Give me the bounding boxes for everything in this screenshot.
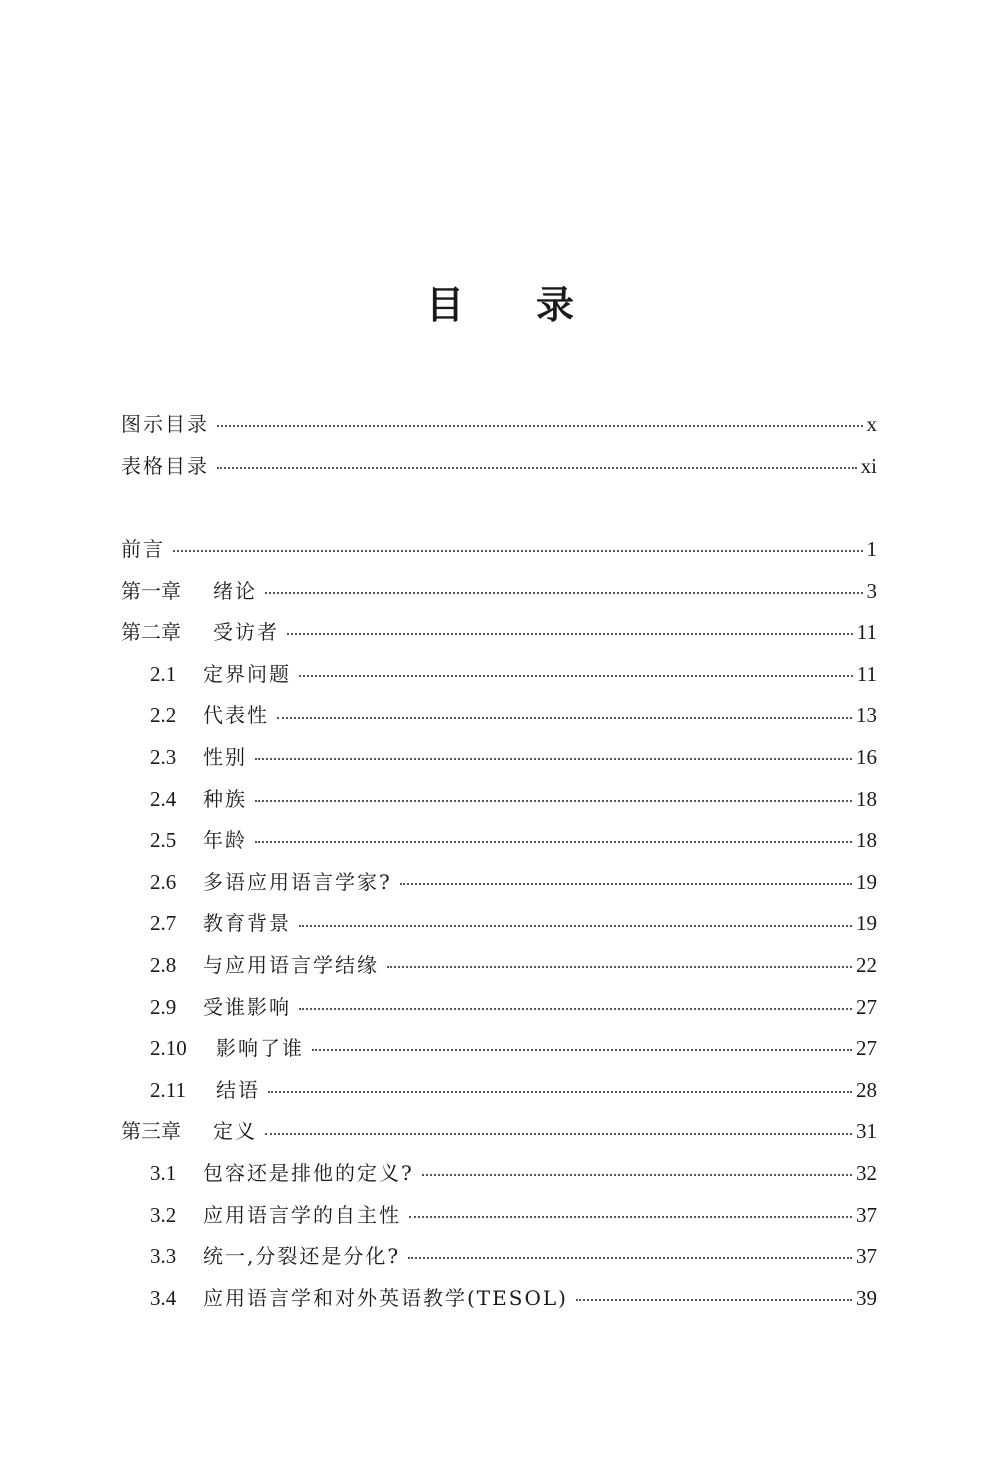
toc-section-entry[interactable] (121, 862, 877, 904)
toc-entry-text: 绪论 (213, 578, 257, 603)
toc-section-entry[interactable] (121, 779, 877, 821)
toc-section-number: 3.3 (150, 1244, 177, 1269)
toc-entry-text: 应用语言学和对外英语教学(TESOL) (203, 1285, 568, 1310)
toc-dot-leader (400, 882, 852, 885)
page-title (0, 279, 1000, 331)
page-title-char-1: 目 (425, 283, 464, 328)
toc-dot-leader (299, 924, 852, 927)
toc-entry-text: 定界问题 (203, 661, 291, 686)
toc-page-number: 19 (856, 911, 877, 936)
toc-section-entry[interactable] (121, 1278, 877, 1320)
toc-section-number: 2.6 (150, 869, 177, 894)
toc-dot-leader (287, 632, 853, 635)
toc-section-number: 2.4 (150, 786, 177, 811)
toc-entry-text: 前言 (121, 537, 165, 561)
toc-section-number: 2.10 (150, 1036, 187, 1061)
toc-dot-leader (312, 1048, 852, 1051)
toc-page-number: x (866, 412, 877, 436)
toc-dot-leader (422, 1173, 852, 1176)
toc-dot-leader (408, 1256, 852, 1259)
toc-page-number: 37 (856, 1244, 877, 1269)
toc-dot-leader (299, 674, 853, 677)
toc-page-number: xi (860, 453, 877, 478)
toc-section-number: 2.1 (150, 661, 177, 686)
toc-chapter-entry[interactable] (121, 571, 877, 613)
toc-dot-leader (217, 466, 857, 469)
toc-entry-text: 应用语言学的自主性 (203, 1202, 401, 1227)
toc-entry-text: 教育背景 (203, 911, 291, 936)
toc-section-entry[interactable] (121, 903, 877, 945)
toc-chapter-number: 第三章 (121, 1119, 181, 1144)
toc-entry-tables[interactable] (121, 446, 877, 488)
toc-chapter-entry[interactable] (121, 612, 877, 654)
toc-page-number: 28 (856, 1077, 877, 1102)
toc-chapter-number: 第一章 (121, 578, 181, 603)
page-title-char-2: 录 (536, 283, 575, 328)
toc-page-number: 1 (866, 537, 877, 561)
toc-entry-text: 性别 (203, 744, 247, 769)
toc-section-entry[interactable] (121, 1195, 877, 1237)
toc-chapter-entry[interactable] (121, 1111, 877, 1153)
toc-page-number: 11 (856, 661, 877, 686)
toc-section-number: 3.4 (150, 1285, 177, 1310)
toc-section-entry[interactable] (121, 945, 877, 987)
toc-dot-leader (255, 799, 852, 802)
toc-dot-leader (255, 757, 852, 760)
toc-page-number: 3 (866, 578, 877, 603)
toc-page-number: 13 (856, 703, 877, 728)
toc-page-number: 27 (856, 1036, 877, 1061)
toc-entry-text: 影响了谁 (216, 1036, 304, 1061)
toc-entry-text: 结语 (216, 1077, 260, 1102)
toc-page-number: 19 (856, 869, 877, 894)
toc-section-number: 2.11 (150, 1077, 186, 1102)
toc-dot-leader (299, 1007, 852, 1010)
toc-dot-leader (173, 549, 863, 552)
toc-entry-figures[interactable] (121, 404, 877, 446)
toc-front-matter (121, 404, 877, 487)
toc-page-number: 37 (856, 1202, 877, 1227)
toc-section-entry[interactable] (121, 1153, 877, 1195)
toc-dot-leader (277, 716, 852, 719)
toc-chapter-entry[interactable] (121, 529, 877, 571)
toc-dot-leader (255, 840, 852, 843)
toc-dot-leader (576, 1298, 852, 1301)
toc-dot-leader (265, 1132, 852, 1135)
toc-entry-text: 表格目录 (121, 453, 209, 478)
toc-section-entry[interactable] (121, 820, 877, 862)
toc-page-number: 32 (856, 1160, 877, 1185)
toc-section-number: 3.1 (150, 1160, 177, 1185)
toc-page-number: 18 (856, 828, 877, 853)
toc-chapter-number: 第二章 (121, 620, 181, 645)
toc-section-entry[interactable] (121, 737, 877, 779)
toc-page-number: 22 (856, 952, 877, 977)
toc-section-entry[interactable] (121, 987, 877, 1029)
toc-entry-text: 包容还是排他的定义? (203, 1160, 414, 1185)
toc-page-number: 27 (856, 994, 877, 1019)
toc-page-number: 16 (856, 744, 877, 769)
toc-dot-leader (409, 1215, 852, 1218)
toc-section-number: 2.5 (150, 828, 177, 853)
toc-entry-text: 统一,分裂还是分化? (203, 1244, 401, 1269)
toc-main-list (121, 529, 877, 1319)
toc-section-number: 2.7 (150, 911, 177, 936)
toc-entry-text: 多语应用语言学家? (203, 869, 392, 894)
toc-section-number: 2.3 (150, 744, 177, 769)
toc-section-entry[interactable] (121, 1236, 877, 1278)
toc-section-number: 2.8 (150, 952, 177, 977)
toc-page-number: 31 (856, 1119, 877, 1144)
toc-section-number: 2.2 (150, 703, 177, 728)
toc-section-number: 3.2 (150, 1202, 177, 1227)
toc-section-entry[interactable] (121, 654, 877, 696)
toc-entry-text: 受访者 (213, 620, 279, 645)
toc-dot-leader (387, 965, 852, 968)
toc-entry-text: 代表性 (203, 703, 269, 728)
toc-page-number: 39 (856, 1285, 877, 1310)
toc-entry-text: 图示目录 (121, 412, 209, 436)
toc-page-number: 18 (856, 786, 877, 811)
toc-dot-leader (268, 1090, 852, 1093)
toc-section-entry[interactable] (121, 1070, 877, 1112)
toc-dot-leader (265, 591, 863, 594)
toc-section-number: 2.9 (150, 994, 177, 1019)
toc-entry-text: 种族 (203, 786, 247, 811)
toc-section-entry[interactable] (121, 1028, 877, 1070)
toc-dot-leader (217, 424, 863, 427)
toc-section-entry[interactable] (121, 695, 877, 737)
toc-entry-text: 年龄 (203, 828, 247, 853)
toc-entry-text: 受谁影响 (203, 994, 291, 1019)
toc-entry-text: 与应用语言学结缘 (203, 952, 379, 977)
toc-entry-text: 定义 (213, 1119, 257, 1144)
toc-page-number: 11 (856, 620, 877, 645)
